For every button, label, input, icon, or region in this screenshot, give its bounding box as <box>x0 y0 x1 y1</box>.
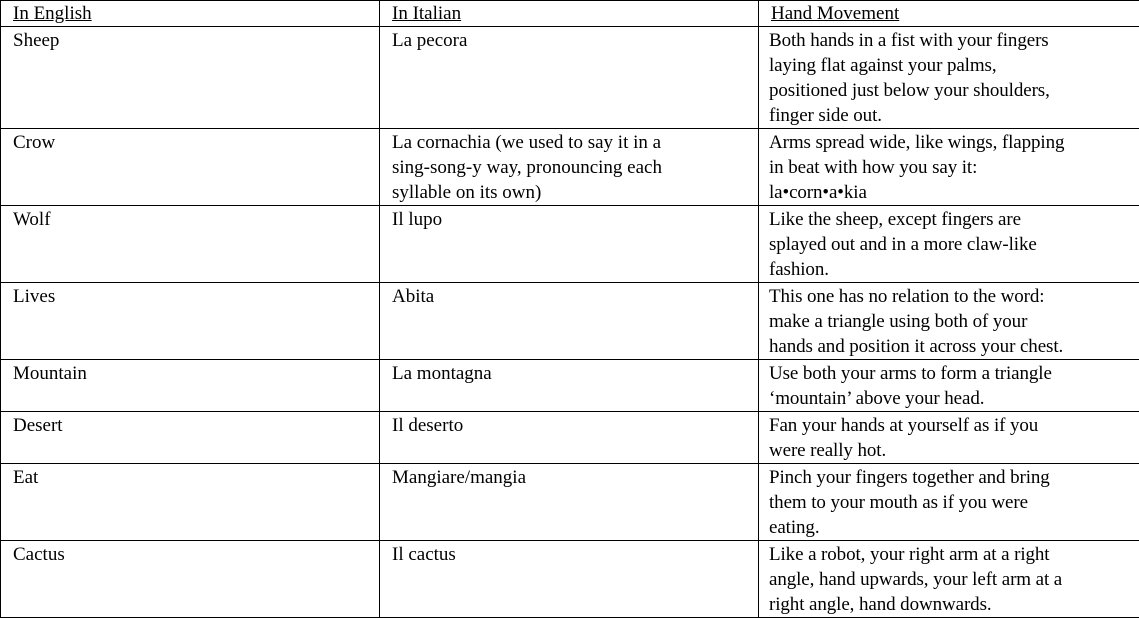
table-row <box>1 541 1139 618</box>
hand-movement: Arms spread wide, like wings, flapping in beat with how you say it: la•corn•a•kia <box>759 129 1139 206</box>
italian-word: La montagna <box>380 360 759 412</box>
hand-movement: This one has no relation to the word: make a triangle using both of your hands and position it across your chest. <box>759 283 1139 360</box>
english-word: Cactus <box>1 541 380 618</box>
header-hand-movement: Hand Movement <box>759 1 1139 27</box>
header-row <box>1 1 1139 27</box>
hand-movement: Both hands in a fist with your fingers laying flat against your palms, positioned just below your shoulders, finger side out. <box>759 27 1139 129</box>
hand-movement: Pinch your fingers together and bring them to your mouth as if you were eating. <box>759 464 1139 541</box>
english-word: Desert <box>1 412 380 464</box>
table-row <box>1 206 1139 283</box>
table-row <box>1 464 1139 541</box>
table-row <box>1 412 1139 464</box>
italian-word: La pecora <box>380 27 759 129</box>
table-row <box>1 129 1139 206</box>
english-word: Eat <box>1 464 380 541</box>
hand-movement: Fan your hands at yourself as if you were really hot. <box>759 412 1139 464</box>
english-word: Mountain <box>1 360 380 412</box>
hand-movement: Use both your arms to form a triangle ‘mountain’ above your head. <box>759 360 1139 412</box>
table-row <box>1 360 1139 412</box>
table-row <box>1 283 1139 360</box>
italian-word: Il lupo <box>380 206 759 283</box>
hand-movement: Like the sheep, except fingers are splayed out and in a more claw-like fashion. <box>759 206 1139 283</box>
english-word: Sheep <box>1 27 380 129</box>
italian-word: Il deserto <box>380 412 759 464</box>
italian-word: Abita <box>380 283 759 360</box>
english-word: Lives <box>1 283 380 360</box>
english-word: Wolf <box>1 206 380 283</box>
header-english: In English <box>1 1 380 27</box>
english-word: Crow <box>1 129 380 206</box>
table-row <box>1 27 1139 129</box>
italian-word: La cornachia (we used to say it in a sing-song-y way, pronouncing each syllable on its own) <box>380 129 759 206</box>
hand-movement: Like a robot, your right arm at a right angle, hand upwards, your left arm at a right angle, hand downwards. <box>759 541 1139 618</box>
header-italian: In Italian <box>380 1 759 27</box>
italian-word: Mangiare/mangia <box>380 464 759 541</box>
italian-word: Il cactus <box>380 541 759 618</box>
